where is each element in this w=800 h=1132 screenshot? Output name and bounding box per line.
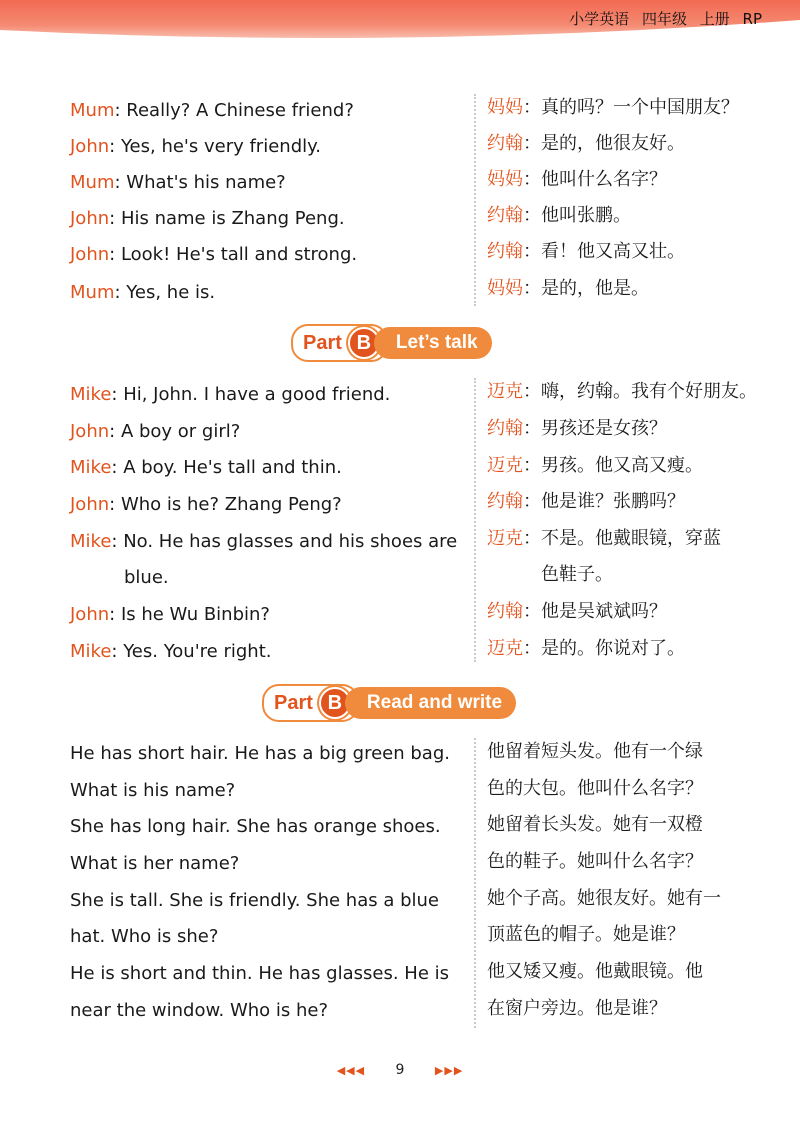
dialogue-line: Mum: What's his name? — [70, 172, 286, 193]
page-footer — [0, 1062, 800, 1078]
translation-text: 是的，他是。 — [541, 278, 649, 299]
part-label: Part — [303, 331, 342, 354]
header-edition: RP — [742, 10, 762, 28]
translation-text: 色鞋子。 — [541, 564, 613, 585]
reading-line: She has long hair. She has orange shoes. — [70, 816, 441, 837]
translation-line: 妈妈：是的，他是。 — [487, 278, 649, 299]
speaker-name: John — [70, 421, 110, 442]
left-arrows-icon: ◀◀◀ — [336, 1064, 366, 1077]
speaker-name: John — [70, 244, 110, 265]
speaker-name: John — [70, 208, 110, 229]
column-divider — [474, 378, 476, 662]
speaker-name-zh: 迈克 — [487, 455, 523, 476]
speaker-name-zh: 妈妈 — [487, 97, 523, 118]
translation-line: 约翰：他是谁？张鹏吗？ — [487, 491, 685, 512]
translation-line: 在窗户旁边。他是谁？ — [487, 998, 667, 1019]
speaker-name: John — [70, 494, 110, 515]
translation-line: 迈克：男孩。他又高又瘦。 — [487, 455, 703, 476]
dialogue-line: Mum: Yes, he is. — [70, 282, 216, 303]
reading-line: hat. Who is she? — [70, 926, 219, 947]
reading-line: He has short hair. He has a big green bag. — [70, 743, 450, 764]
speaker-name-zh: 约翰 — [487, 601, 523, 622]
header-subject: 小学英语 — [569, 10, 630, 28]
translation-text: 他是谁？张鹏吗？ — [541, 491, 685, 512]
translation-text: 他叫张鹏。 — [541, 205, 631, 226]
dialogue-line: John: Look! He's tall and strong. — [70, 244, 358, 265]
translation-line: 顶蓝色的帽子。她是谁？ — [487, 924, 685, 945]
dialogue-line: John: His name is Zhang Peng. — [70, 208, 345, 229]
speaker-name-zh: 约翰 — [487, 241, 523, 262]
translation-text: 男孩还是女孩？ — [541, 418, 667, 439]
dialogue-text: His name is Zhang Peng. — [120, 208, 345, 229]
part-letter: B — [348, 327, 380, 359]
section-banner-lets-talk — [291, 325, 492, 361]
translation-text: 是的，他很友好。 — [541, 133, 685, 154]
translation-line: 她个子高。她很友好。她有一 — [487, 888, 721, 909]
translation-text: 他叫什么名字？ — [541, 169, 667, 190]
dialogue-text: What's his name? — [126, 172, 286, 193]
speaker-name-zh: 约翰 — [487, 418, 523, 439]
column-divider — [474, 738, 476, 1028]
column-divider — [474, 94, 476, 306]
dialogue-text: Look! He's tall and strong. — [120, 244, 358, 265]
translation-line: 迈克：嗨，约翰。我有个好朋友。 — [487, 381, 757, 402]
dialogue-line: Mike: Hi, John. I have a good friend. — [70, 384, 391, 405]
translation-line: 约翰：是的，他很友好。 — [487, 133, 685, 154]
reading-line: He is short and thin. He has glasses. He is — [70, 963, 450, 984]
dialogue-text: No. He has glasses and his shoes are — [123, 531, 458, 552]
dialogue-text: Really? A Chinese friend? — [126, 100, 354, 121]
speaker-name: Mum — [70, 282, 115, 303]
dialogue-text: A boy. He's tall and thin. — [123, 457, 342, 478]
reading-line: She is tall. She is friendly. She has a blue — [70, 890, 439, 911]
speaker-name: Mike — [70, 384, 112, 405]
dialogue-line: John: Yes, he's very friendly. — [70, 136, 321, 157]
dialogue-text: A boy or girl? — [120, 421, 241, 442]
speaker-name-zh: 妈妈 — [487, 278, 523, 299]
dialogue-text: Hi, John. I have a good friend. — [123, 384, 391, 405]
header-volume: 上册 — [699, 10, 730, 28]
part-label: Part — [274, 691, 313, 714]
section-banner-read-and-write — [262, 685, 516, 721]
speaker-name: John — [70, 136, 110, 157]
translation-line: 约翰：他是吴斌斌吗？ — [487, 601, 667, 622]
dialogue-text: Yes. You're right. — [123, 641, 272, 662]
dialogue-line: Mike: Yes. You're right. — [70, 641, 272, 662]
speaker-name: Mum — [70, 100, 115, 121]
speaker-name-zh: 迈克 — [487, 528, 523, 549]
translation-line: 约翰：男孩还是女孩？ — [487, 418, 667, 439]
dialogue-line: Mike: No. He has glasses and his shoes are — [70, 531, 458, 552]
dialogue-text: Who is he? Zhang Peng? — [120, 494, 342, 515]
dialogue-line: John: Is he Wu Binbin? — [70, 604, 270, 625]
section-title: Read and write — [345, 687, 516, 719]
dialogue-line: Mum: Really? A Chinese friend? — [70, 100, 354, 121]
speaker-name: Mum — [70, 172, 115, 193]
translation-text: 男孩。他又高又瘦。 — [541, 455, 703, 476]
part-letter: B — [319, 687, 351, 719]
reading-line: near the window. Who is he? — [70, 1000, 329, 1021]
speaker-name-zh: 约翰 — [487, 205, 523, 226]
speaker-name-zh: 妈妈 — [487, 169, 523, 190]
dialogue-text: blue. — [124, 567, 169, 588]
header-title — [561, 8, 762, 29]
translation-line: 他又矮又瘦。他戴眼镜。他 — [487, 961, 703, 982]
speaker-name: Mike — [70, 457, 112, 478]
translation-line-continued — [541, 563, 613, 587]
speaker-name: Mike — [70, 531, 112, 552]
right-arrows-icon: ▶▶▶ — [434, 1064, 464, 1077]
translation-line: 她留着长头发。她有一双橙 — [487, 814, 703, 835]
dialogue-text: Yes, he is. — [126, 282, 216, 303]
reading-line: What is her name? — [70, 853, 240, 874]
translation-line: 迈克：不是。他戴眼镜，穿蓝 — [487, 528, 721, 549]
dialogue-line: Mike: A boy. He's tall and thin. — [70, 457, 342, 478]
speaker-name: John — [70, 604, 110, 625]
speaker-name-zh: 约翰 — [487, 133, 523, 154]
header-grade: 四年级 — [641, 10, 687, 28]
translation-line: 约翰：看！他又高又壮。 — [487, 241, 685, 262]
speaker-name-zh: 迈克 — [487, 381, 523, 402]
dialogue-line: John: Who is he? Zhang Peng? — [70, 494, 342, 515]
speaker-name-zh: 约翰 — [487, 491, 523, 512]
translation-line: 色的大包。他叫什么名字？ — [487, 778, 703, 799]
translation-line: 迈克：是的。你说对了。 — [487, 638, 685, 659]
translation-line: 约翰：他叫张鹏。 — [487, 205, 631, 226]
translation-text: 真的吗？一个中国朋友？ — [541, 97, 739, 118]
translation-text: 嗨，约翰。我有个好朋友。 — [541, 381, 757, 402]
speaker-name-zh: 迈克 — [487, 638, 523, 659]
section-title: Let’s talk — [374, 327, 492, 359]
translation-text: 是的。你说对了。 — [541, 638, 685, 659]
dialogue-text: Yes, he's very friendly. — [120, 136, 321, 157]
page-number: 9 — [395, 1062, 405, 1078]
translation-line: 妈妈：他叫什么名字？ — [487, 169, 667, 190]
translation-line: 他留着短头发。他有一个绿 — [487, 741, 703, 762]
reading-line: What is his name? — [70, 780, 236, 801]
translation-line: 色的鞋子。她叫什么名字？ — [487, 851, 703, 872]
speaker-name: Mike — [70, 641, 112, 662]
dialogue-line-continued — [124, 566, 169, 590]
header-curve — [0, 20, 800, 80]
translation-line: 妈妈：真的吗？一个中国朋友？ — [487, 97, 739, 118]
dialogue-text: Is he Wu Binbin? — [120, 604, 270, 625]
translation-text: 看！他又高又壮。 — [541, 241, 685, 262]
dialogue-line: John: A boy or girl? — [70, 421, 241, 442]
translation-text: 他是吴斌斌吗？ — [541, 601, 667, 622]
translation-text: 不是。他戴眼镜，穿蓝 — [541, 528, 721, 549]
